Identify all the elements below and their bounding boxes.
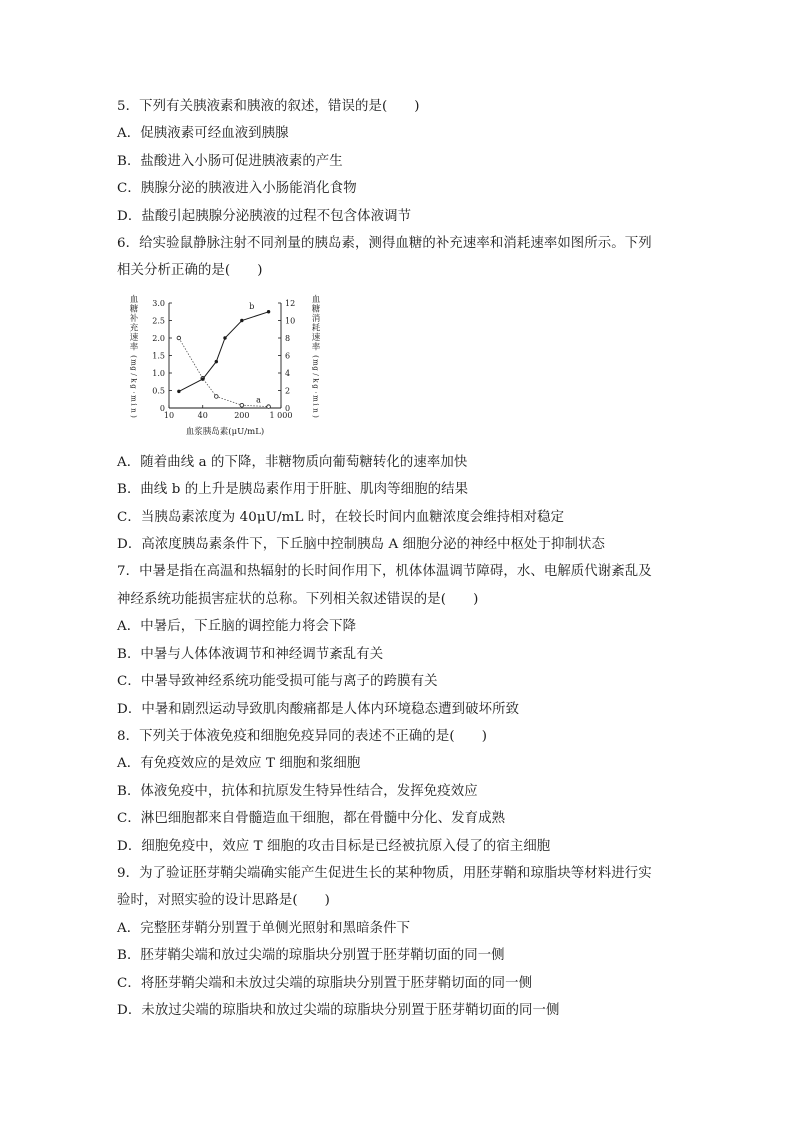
y-right-axis-label-char: · <box>311 391 320 394</box>
series-a-line <box>179 338 269 407</box>
y-right-axis-label-char: m <box>311 359 320 366</box>
y-right-axis-label-char: 耗 <box>311 323 321 334</box>
y-left-axis-label-char: · <box>129 391 138 394</box>
option-b: B．曲线 b 的上升是胰岛素作用于肝脏、肌肉等细胞的结果 <box>117 482 469 498</box>
series-a-point <box>177 336 181 340</box>
option-d: D．盐酸引起胰腺分泌胰液的过程不包含体液调节 <box>117 208 412 224</box>
option-d: D．未放过尖端的琼脂块和放过尖端的琼脂块分别置于胚芽鞘切面的同一侧 <box>117 1002 560 1018</box>
y-right-tick-label: 6 <box>285 351 291 361</box>
y-right-tick-label: 10 <box>285 316 296 326</box>
question-9 <box>117 860 687 1024</box>
insulin-chart <box>117 285 687 449</box>
y-left-axis-label-char: 充 <box>129 323 139 334</box>
series-b-point <box>201 377 204 380</box>
y-left-axis-label-char: / <box>129 373 138 376</box>
y-right-axis-label-char: ( <box>311 354 320 358</box>
question-stem-cont: 验时，对照实验的设计思路是( ) <box>117 893 331 909</box>
y-right-axis-label-char: 糖 <box>311 304 321 315</box>
y-right-tick-label: 0 <box>285 403 291 413</box>
y-right-axis-label-char: n <box>311 408 320 413</box>
option-b: B．中暑与人体体液调节和神经调节紊乱有关 <box>117 646 384 662</box>
question-stem: 8．下列关于体液免疫和细胞免疫异同的表述不正确的是( ) <box>117 728 488 744</box>
y-right-axis-label-char: / <box>311 373 320 376</box>
series-b-point <box>223 336 226 339</box>
option-b: B．胚芽鞘尖端和放过尖端的琼脂块分别置于胚芽鞘切面的同一侧 <box>117 948 505 964</box>
series-b-point <box>267 310 270 313</box>
y-right-axis-label-char: 消 <box>311 313 321 324</box>
y-left-axis-label-char: ( <box>129 354 138 358</box>
y-left-axis-label-char: m <box>129 395 138 402</box>
x-tick-label: 10 <box>163 410 175 420</box>
y-left-axis-label-char: k <box>129 378 138 383</box>
option-a: A．促胰液素可经血液到胰腺 <box>117 126 289 142</box>
option-c: C．中暑导致神经系统功能受损可能与离子的跨膜有关 <box>117 674 438 690</box>
question-8 <box>117 723 687 860</box>
y-right-axis-label-char: m <box>311 395 320 402</box>
series-a-point <box>267 405 271 409</box>
x-tick-label: 200 <box>234 410 250 420</box>
y-right-axis-label-char: g <box>311 384 320 389</box>
question-stem: 7．中暑是指在高温和热辐射的长时间作用下，机体体温调节障碍，水、电解质代谢紊乱及 <box>117 564 652 580</box>
series-b-point <box>240 319 243 322</box>
question-stem: 9．为了验证胚芽鞘尖端确实能产生促进生长的某种物质，用胚芽鞘和琼脂块等材料进行实 <box>117 865 652 881</box>
option-b: B．盐酸进入小肠可促进胰液素的产生 <box>117 153 343 169</box>
y-left-tick-label: 2.5 <box>152 316 165 326</box>
y-right-axis-label-char: i <box>311 403 320 406</box>
y-left-tick-label: 0 <box>159 403 165 413</box>
y-left-tick-label: 1.5 <box>152 351 165 361</box>
y-right-axis-label-char: 率 <box>311 342 321 353</box>
option-a: A．随着曲线 a 的下降，非糖物质向葡萄糖转化的速率加快 <box>117 454 468 470</box>
y-left-axis-label-char: i <box>129 403 138 406</box>
x-tick-label: 1 000 <box>269 410 293 420</box>
question-stem: 6．给实验鼠静脉注射不同剂量的胰岛素，测得血糖的补充速率和消耗速率如图所示。下列 <box>117 236 652 252</box>
question-6 <box>117 230 687 558</box>
option-a: A．完整胚芽鞘分别置于单侧光照射和黑暗条件下 <box>117 920 411 936</box>
option-c: C．将胚芽鞘尖端和未放过尖端的琼脂块分别置于胚芽鞘切面的同一侧 <box>117 975 533 991</box>
question-stem: 5．下列有关胰液素和胰液的叙述，错误的是( ) <box>117 99 420 114</box>
question-7 <box>117 558 687 722</box>
option-a: A．有免疫效应的是效应 T 细胞和浆细胞 <box>117 756 361 772</box>
y-left-tick-label: 3.0 <box>152 298 165 308</box>
option-d: D．细胞免疫中，效应 T 细胞的攻击目标是已经被抗原入侵了的宿主细胞 <box>117 838 551 854</box>
y-left-tick-label: 2.0 <box>152 333 165 343</box>
y-left-axis-label-char: g <box>129 366 138 371</box>
question-stem-cont: 神经系统功能损害症状的总称。下列相关叙述错误的是( ) <box>117 591 479 607</box>
option-b: B．体液免疫中，抗体和抗原发生特异性结合，发挥免疫效应 <box>117 783 478 799</box>
series-a-point <box>240 403 244 407</box>
y-left-axis-label-char: n <box>129 408 138 413</box>
y-right-axis-label <box>312 294 321 418</box>
y-right-axis-label-char: 血 <box>311 294 321 305</box>
series-b-label: b <box>249 301 255 311</box>
y-right-tick-label: 12 <box>285 298 296 308</box>
y-right-axis-label-char: g <box>311 366 320 371</box>
option-c: C．当胰岛素浓度为 40μU/mL 时，在较长时间内血糖浓度会维持相对稳定 <box>117 509 565 525</box>
option-d: D．中暑和剧烈运动导致肌肉酸痛都是人体内环境稳态遭到破坏所致 <box>117 701 520 717</box>
x-axis-label: 血浆胰岛素(μU/mL) <box>185 426 265 437</box>
y-right-axis-label-char: k <box>311 378 320 383</box>
option-c: C．胰腺分泌的胰液进入小肠能消化食物 <box>117 181 357 197</box>
series-b-point <box>177 390 180 393</box>
series-a-point <box>215 394 219 398</box>
y-left-tick-label: 0.5 <box>152 386 165 396</box>
series-a-label: a <box>256 395 261 405</box>
y-left-axis-label-char: m <box>129 359 138 366</box>
document-page <box>117 93 687 1024</box>
question-5 <box>117 93 687 230</box>
y-left-tick-label: 1.0 <box>152 368 165 378</box>
y-right-tick-label: 2 <box>285 386 291 396</box>
option-a: A．中暑后，下丘脑的调控能力将会下降 <box>117 619 357 635</box>
y-left-axis-label-char: 血 <box>129 294 139 305</box>
y-left-axis-label <box>130 294 139 418</box>
y-left-axis-label-char: 糖 <box>129 304 139 315</box>
y-right-axis-label-char: 速 <box>311 332 321 343</box>
y-left-axis-label-char: g <box>129 384 138 389</box>
question-stem-cont: 相关分析正确的是( ) <box>117 263 263 279</box>
chart-svg <box>123 291 323 451</box>
y-left-axis-label-char: ) <box>129 414 138 418</box>
option-c: C．淋巴细胞都来自骨髓造血干细胞，都在骨髓中分化、发育成熟 <box>117 811 506 827</box>
y-left-axis-label-char: 补 <box>129 313 139 324</box>
x-tick-label: 40 <box>197 410 208 420</box>
y-left-axis-label-char: 率 <box>129 342 139 353</box>
y-right-axis-label-char: ) <box>311 414 320 418</box>
y-left-axis-label-char: 速 <box>129 332 139 343</box>
series-b-point <box>215 360 218 363</box>
y-right-tick-label: 8 <box>285 333 291 343</box>
series-b-line <box>179 312 269 392</box>
option-d: D．高浓度胰岛素条件下，下丘脑中控制胰岛 A 细胞分泌的神经中枢处于抑制状态 <box>117 537 605 553</box>
y-right-tick-label: 4 <box>285 368 291 378</box>
